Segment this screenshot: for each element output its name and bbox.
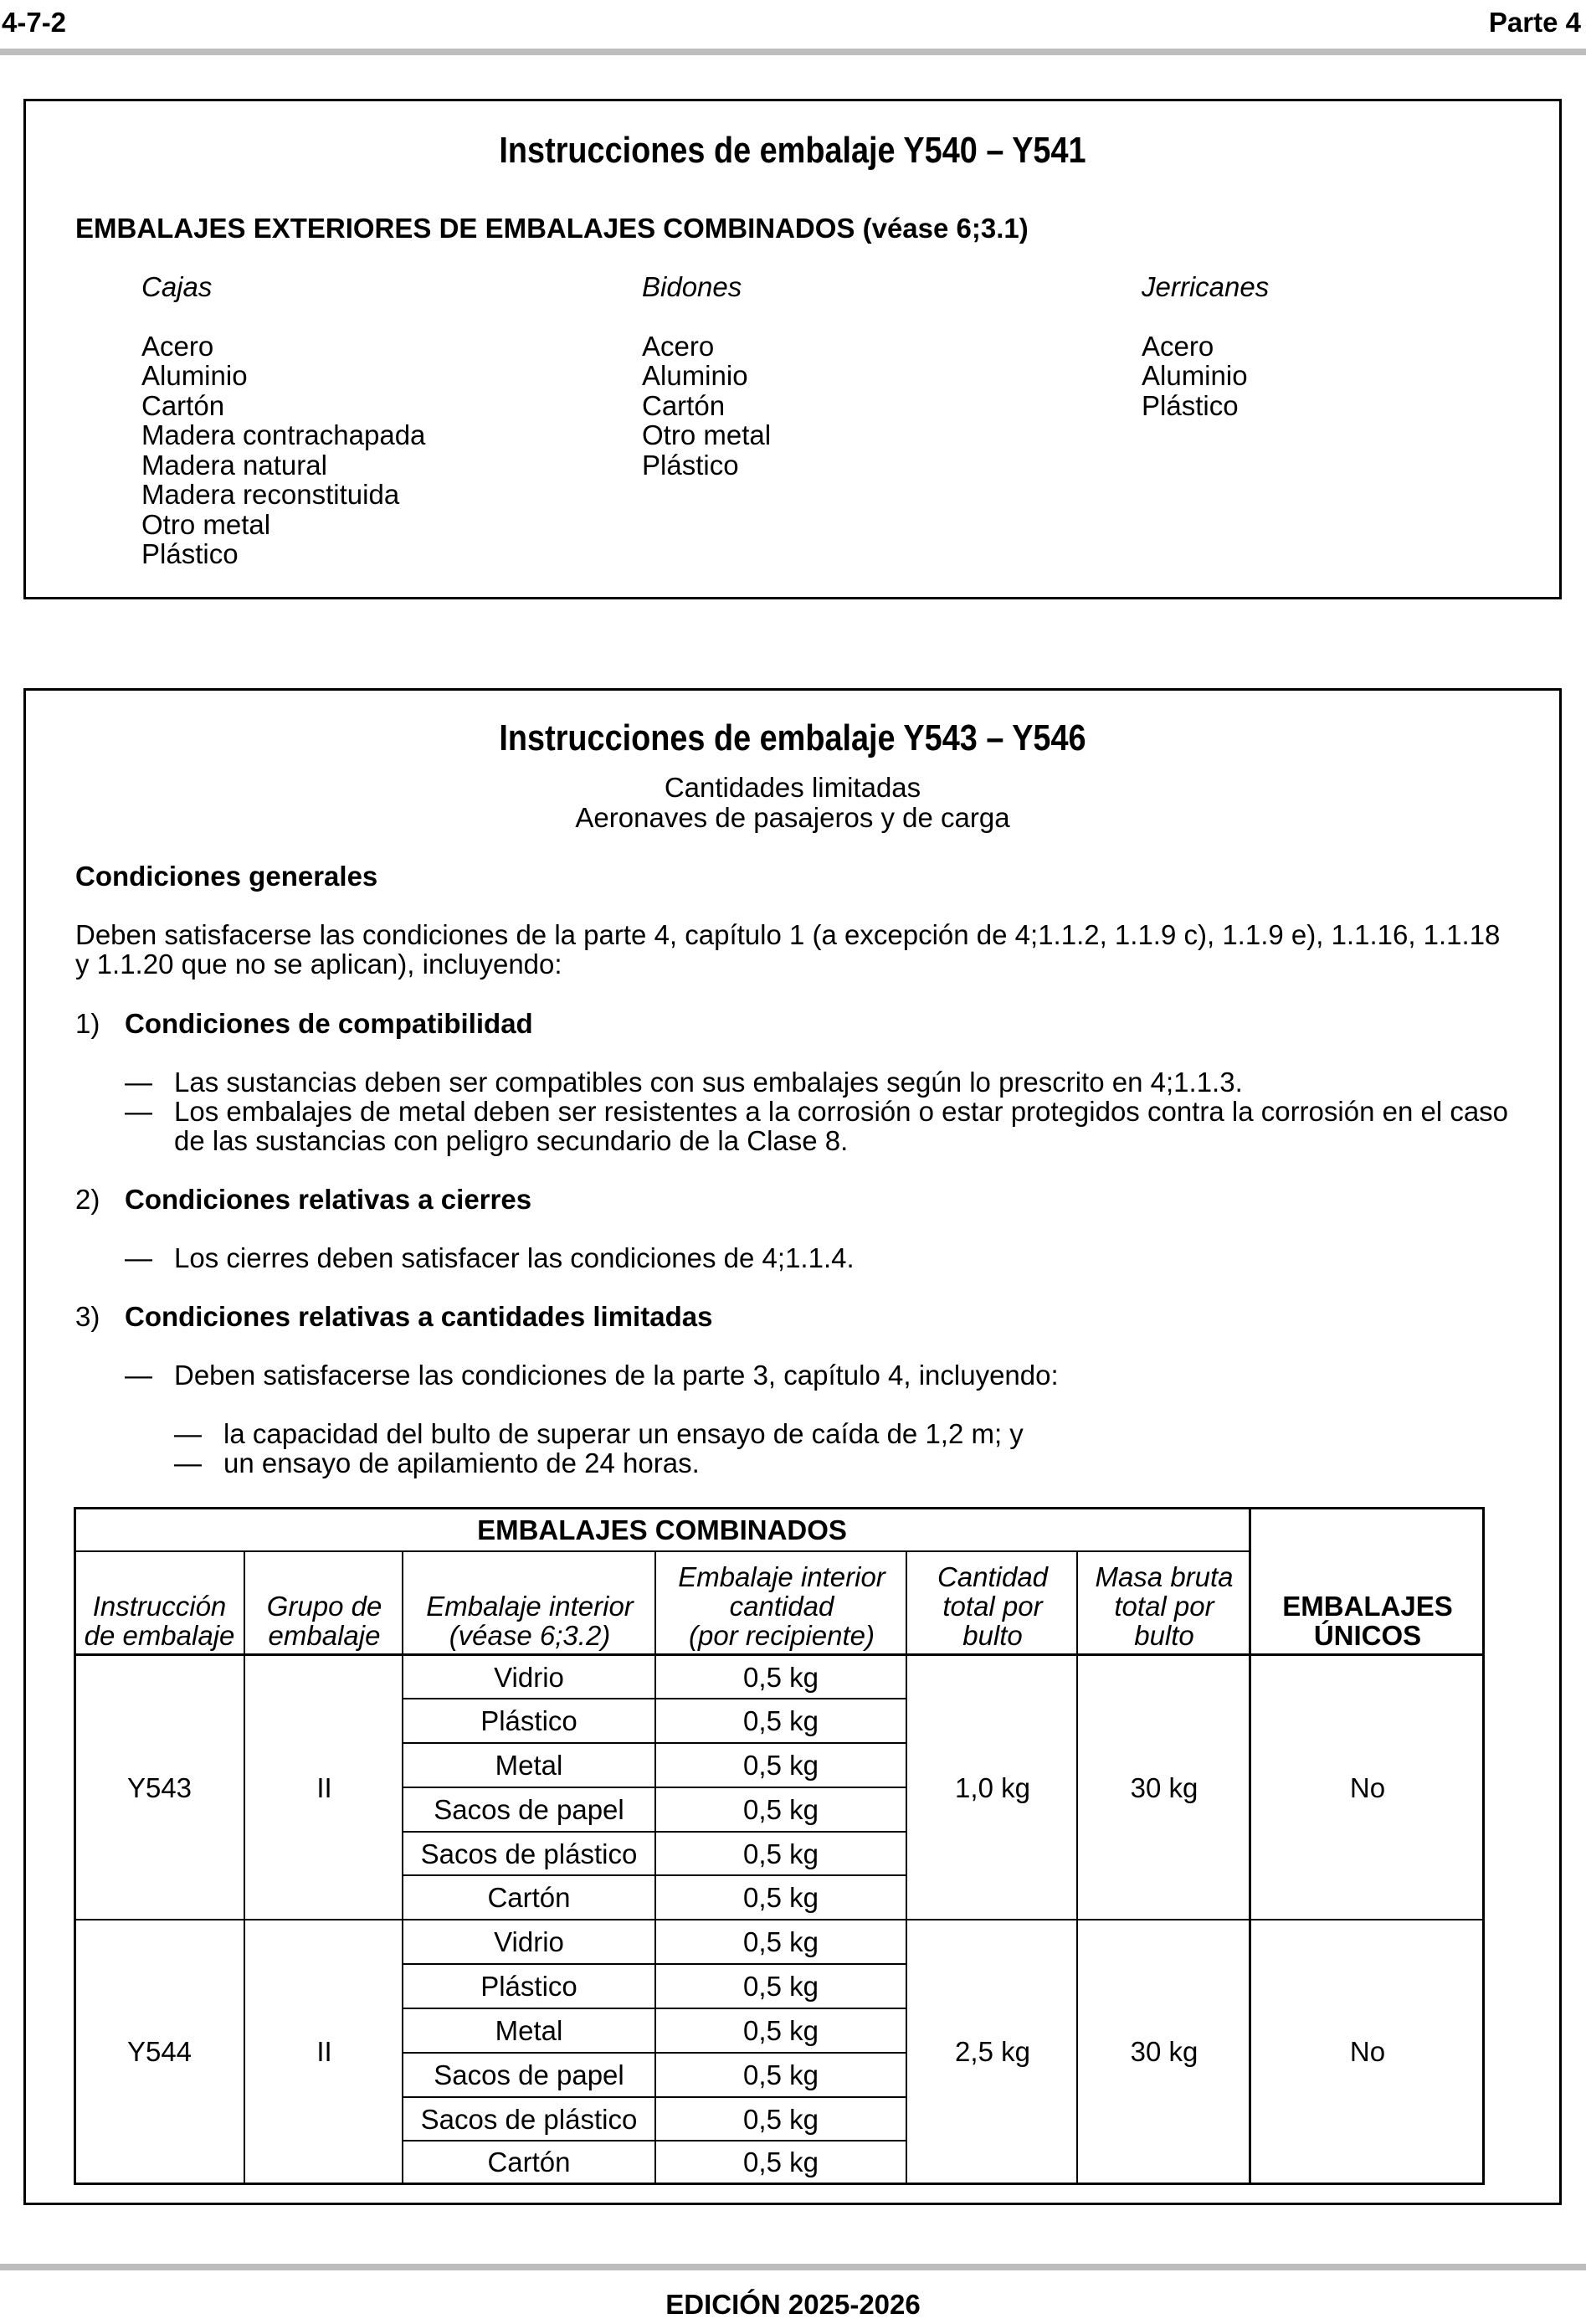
list-item: Plástico: [1142, 389, 1239, 421]
header-line: Grupo de: [266, 1591, 382, 1622]
column-bidones: [642, 272, 771, 480]
box1-title: Instrucciones de embalaje Y540 – Y541: [499, 130, 1086, 171]
box1-subtitle: EMBALAJES EXTERIORES DE EMBALAJES COMBINADOS (véase 6;3.1): [75, 213, 1029, 244]
packing-instruction-y540-y541: [23, 99, 1562, 599]
list-item: Otro metal: [141, 508, 271, 540]
cell-total-quantity: 1,0 kg: [955, 1771, 1030, 1803]
header-line: (véase 6;3.2): [449, 1620, 611, 1651]
header-line: EMBALAJES: [1282, 1591, 1453, 1622]
cell-inner-qty: 0,5 kg: [743, 1882, 819, 1913]
cell-inner-qty: 0,5 kg: [743, 1838, 819, 1869]
list-item: Madera natural: [141, 449, 327, 481]
footer-rule: [0, 2264, 1586, 2270]
cell-inner-qty: 0,5 kg: [743, 1705, 819, 1736]
header-gross-mass: [1078, 1552, 1250, 1653]
header-line: Masa bruta: [1095, 1561, 1234, 1592]
header-line: bulto: [962, 1620, 1023, 1651]
cell-inner-type: Metal: [495, 2015, 563, 2046]
header-inner-packaging: [403, 1552, 656, 1653]
list-item: Aluminio: [141, 360, 248, 391]
list-item: Acero: [1142, 330, 1214, 362]
cell-inner-qty: 0,5 kg: [743, 2015, 819, 2046]
list-item: Aluminio: [642, 360, 748, 391]
dash-bullet: —: [125, 1360, 152, 1391]
page-number: 4-7-2: [2, 7, 67, 38]
cell-inner-qty: 0,5 kg: [743, 1971, 819, 2002]
bullet-text: Los cierres deben satisfacer las condiciones de 4;1.1.4.: [174, 1242, 855, 1273]
section-number: 3): [75, 1301, 100, 1332]
list-item: Madera contrachapada: [141, 419, 426, 450]
list-item: Cartón: [141, 389, 225, 421]
cell-group: II: [316, 1771, 332, 1803]
header-inner-quantity: [656, 1552, 907, 1653]
cell-single: No: [1349, 1771, 1386, 1803]
list-item: Cartón: [642, 389, 726, 421]
packing-table: [74, 1507, 1485, 2185]
cell-inner-qty: 0,5 kg: [743, 1794, 819, 1825]
header-line: Cantidad: [937, 1561, 1049, 1592]
dash-bullet: —: [125, 1096, 152, 1127]
cell-inner-type: Sacos de papel: [434, 2059, 624, 2090]
header-line: de embalaje: [84, 1620, 235, 1651]
column-heading: Bidones: [642, 271, 742, 302]
cell-gross-mass: 30 kg: [1130, 1771, 1198, 1803]
part-label: Parte 4: [1488, 7, 1581, 38]
header-single-packagings: [1250, 1552, 1485, 1653]
cell-inner-qty: 0,5 kg: [743, 1661, 819, 1693]
bullet-text: Las sustancias deben ser compatibles con sus embalajes según lo prescrito en 4;1.1.3.: [174, 1067, 1243, 1098]
section-heading-compatibility: Condiciones de compatibilidad: [125, 1008, 533, 1039]
column-heading: Cajas: [141, 271, 213, 302]
cell-inner-type: Sacos de plástico: [420, 1838, 638, 1869]
header-rule: [0, 49, 1586, 55]
table-border-bottom: [74, 2183, 1485, 2185]
list-item: Madera reconstituida: [141, 479, 400, 510]
header-line: bulto: [1134, 1620, 1194, 1651]
cell-inner-type: Sacos de plástico: [420, 2103, 638, 2135]
header-line: (por recipiente): [689, 1620, 875, 1651]
general-conditions-text: Deben satisfacerse las condiciones de la parte 4, capítulo 1 (a excepción de 4;1.1.2, 1.1.9 c), 1.1.9 e), 1.1.16, 1.1.18: [75, 919, 1501, 950]
cell-inner-qty: 0,5 kg: [743, 1750, 819, 1781]
cell-inner-qty: 0,5 kg: [743, 2059, 819, 2090]
header-line: Instrucción: [92, 1591, 227, 1622]
cell-single: No: [1349, 2036, 1386, 2067]
box2-subtitle-2: Aeronaves de pasajeros y de carga: [575, 802, 1010, 833]
cell-inner-qty: 0,5 kg: [743, 1926, 819, 1957]
section-number: 1): [75, 1008, 100, 1039]
cell-group: II: [316, 2036, 332, 2067]
header-line: total por: [1114, 1591, 1214, 1622]
header-line: Embalaje interior: [678, 1561, 885, 1592]
bullet-text: un ensayo de apilamiento de 24 horas.: [223, 1447, 700, 1478]
cell-inner-type: Plástico: [480, 1971, 577, 2002]
bullet-text: Deben satisfacerse las condiciones de la parte 3, capítulo 4, incluyendo:: [174, 1360, 1059, 1391]
dash-bullet: —: [174, 1447, 202, 1478]
section-heading-closures: Condiciones relativas a cierres: [125, 1184, 532, 1215]
section-number: 2): [75, 1184, 100, 1215]
cell-inner-type: Metal: [495, 1750, 563, 1781]
dash-bullet: —: [125, 1067, 152, 1098]
header-line: Embalaje interior: [426, 1591, 634, 1622]
cell-inner-type: Vidrio: [494, 1926, 564, 1957]
bullet-text: la capacidad del bulto de superar un ensayo de caída de 1,2 m; y: [223, 1418, 1024, 1449]
header-line: embalaje: [268, 1620, 381, 1651]
dash-bullet: —: [125, 1242, 152, 1273]
cell-total-quantity: 2,5 kg: [955, 2036, 1030, 2067]
list-item: Acero: [642, 330, 715, 362]
bullet-text: Los embalajes de metal deben ser resistentes a la corrosión o estar protegidos contra la corrosión en el caso: [174, 1096, 1509, 1127]
header-line: total por: [942, 1591, 1043, 1622]
section-heading-limited-quantities: Condiciones relativas a cantidades limitadas: [125, 1301, 713, 1332]
general-conditions-heading: Condiciones generales: [75, 861, 378, 892]
cell-inner-type: Cartón: [487, 1882, 571, 1913]
edition-label: EDICIÓN 2025-2026: [665, 2289, 921, 2320]
cell-inner-type: Plástico: [480, 1705, 577, 1736]
list-item: Plástico: [141, 538, 239, 569]
cell-instruction: Y543: [126, 1771, 192, 1803]
header-group: [245, 1552, 403, 1653]
dash-bullet: —: [174, 1418, 202, 1449]
list-item: Plástico: [642, 449, 739, 481]
cell-inner-type: Sacos de papel: [434, 1794, 624, 1825]
bullet-text: de las sustancias con peligro secundario de la Clase 8.: [174, 1125, 849, 1156]
box2-subtitle-1: Cantidades limitadas: [664, 772, 921, 803]
cell-inner-type: Vidrio: [494, 1661, 564, 1693]
header-total-quantity: [907, 1552, 1078, 1653]
combined-packagings-header: EMBALAJES COMBINADOS: [477, 1514, 847, 1545]
header-instruction: [74, 1552, 245, 1653]
column-cajas: [141, 272, 425, 569]
cell-inner-qty: 0,5 kg: [743, 2147, 819, 2177]
list-item: Aluminio: [1142, 360, 1248, 391]
cell-inner-type: Cartón: [487, 2147, 571, 2177]
general-conditions-text: y 1.1.20 que no se aplican), incluyendo:: [75, 949, 562, 979]
header-line: cantidad: [729, 1591, 834, 1622]
box2-title: Instrucciones de embalaje Y543 – Y546: [499, 717, 1086, 758]
cell-gross-mass: 30 kg: [1130, 2036, 1198, 2067]
column-heading: Jerricanes: [1142, 271, 1270, 302]
list-item: Acero: [141, 330, 214, 362]
cell-inner-qty: 0,5 kg: [743, 2103, 819, 2135]
list-item: Otro metal: [642, 419, 772, 450]
column-jerricanes: [1142, 272, 1269, 420]
cell-instruction: Y544: [126, 2036, 192, 2067]
header-line: ÚNICOS: [1313, 1620, 1422, 1651]
